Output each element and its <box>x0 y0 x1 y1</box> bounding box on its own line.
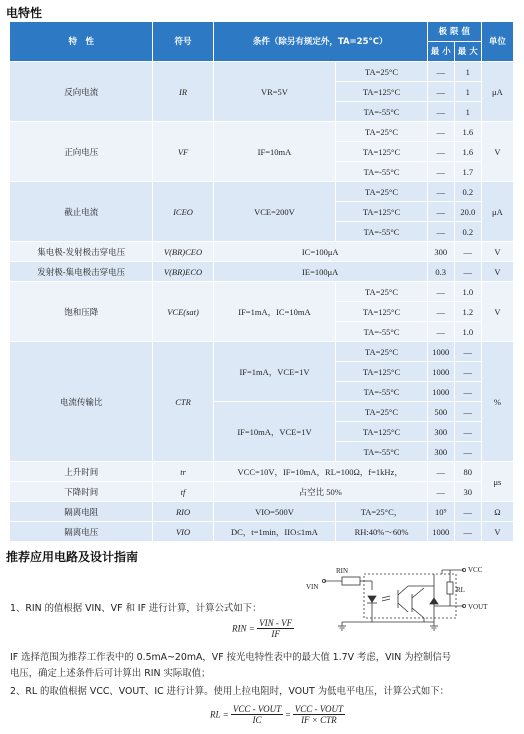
cell-max: 30 <box>454 482 481 502</box>
cell-max: 20.0 <box>454 202 481 222</box>
label-rl: RL <box>456 586 465 594</box>
cell-min: — <box>427 322 454 342</box>
header-min: 最 小 <box>427 42 454 62</box>
cell-min: 1000 <box>427 382 454 402</box>
cell-min: — <box>427 202 454 222</box>
formula-rin-denominator: IF <box>271 629 280 639</box>
header-max: 最 大 <box>454 42 481 62</box>
cell-max: 1.6 <box>454 142 481 162</box>
header-symbol: 符号 <box>153 22 213 62</box>
cell-condition: IF=10mA <box>213 122 336 182</box>
cell-max: 1.7 <box>454 162 481 182</box>
cell-temp: TA=125°C <box>336 422 427 442</box>
cell-unit: μs <box>481 462 513 502</box>
cell-max: 1.0 <box>454 282 481 302</box>
cell-max: — <box>454 422 481 442</box>
formula-rl-fraction-2 <box>293 704 345 725</box>
cell-unit: V <box>481 262 513 282</box>
cell-unit: V <box>481 522 513 542</box>
cell-condition: DC，t=1min，IIO≤1mA <box>213 522 336 542</box>
cell-max: 1.0 <box>454 322 481 342</box>
cell-param: 隔离电阻 <box>10 502 153 522</box>
cell-symbol: tr <box>153 462 213 482</box>
cell-max: — <box>454 382 481 402</box>
cell-max: — <box>454 442 481 462</box>
cell-param: 正向电压 <box>10 122 153 182</box>
cell-temp: TA=-55°C <box>336 102 427 122</box>
cell-min: 300 <box>427 242 454 262</box>
guide-paragraph-3: 2、RL 的取值根据 VCC、VOUT、IC 进行计算。使用上拉电阻时，VOUT 为低电平电压，计算公式如下： <box>10 686 449 697</box>
cell-unit: Ω <box>481 502 513 522</box>
cell-temp: TA=125°C <box>336 202 427 222</box>
cell-symbol: tf <box>153 482 213 502</box>
cell-condition: IC=100μA <box>213 242 427 262</box>
cell-temp: TA=25°C， <box>336 502 427 522</box>
cell-temp: TA=25°C <box>336 62 427 82</box>
cell-param: 隔离电压 <box>10 522 153 542</box>
cell-condition: IF=1mA，IC=10mA <box>213 282 336 342</box>
application-circuit-diagram <box>302 560 512 642</box>
header-condition: 条件（除另有规定外，TA=25°C） <box>213 22 427 62</box>
label-rin: RIN <box>336 567 349 575</box>
cell-unit: μA <box>481 62 513 122</box>
formula-rin-fraction <box>257 618 294 639</box>
cell-symbol: ICEO <box>153 182 213 242</box>
cell-param: 下降时间 <box>10 482 153 502</box>
cell-min: — <box>427 462 454 482</box>
cell-max: — <box>454 402 481 422</box>
formula-rl-numerator-2: VCC - VOUT <box>294 704 343 714</box>
label-vout: VOUT <box>468 603 488 611</box>
cell-symbol: VCE(sat) <box>153 282 213 342</box>
formula-rl-numerator-1: VCC - VOUT <box>232 704 282 714</box>
cell-param: 上升时间 <box>10 462 153 482</box>
cell-symbol: V(BR)ECO <box>153 262 213 282</box>
cell-max: 1 <box>454 82 481 102</box>
cell-condition: IF=10mA，VCE=1V <box>213 402 336 462</box>
cell-symbol: RIO <box>153 502 213 522</box>
formula-rl-denominator-1: IC <box>252 715 262 725</box>
cell-symbol: VF <box>153 122 213 182</box>
cell-min: — <box>427 282 454 302</box>
electrical-characteristics-table <box>9 21 514 542</box>
cell-temp: RH:40%～60% <box>336 522 427 542</box>
cell-max: — <box>454 502 481 522</box>
cell-max: 1.6 <box>454 122 481 142</box>
cell-condition: VCC=10V，IF=10mA，RL=100Ω，f=1kHz， <box>213 462 427 482</box>
label-vin: VIN <box>306 583 319 591</box>
cell-min: — <box>427 482 454 502</box>
cell-min: — <box>427 102 454 122</box>
guide-paragraph-2b: 电压，确定上述条件后可计算出 RIN 实际取值； <box>10 668 211 679</box>
cell-condition: 占空比 50% <box>213 482 427 502</box>
cell-max: — <box>454 522 481 542</box>
cell-max: 1.2 <box>454 302 481 322</box>
cell-max: — <box>454 362 481 382</box>
cell-temp: TA=25°C <box>336 182 427 202</box>
guide-paragraph-2a: IF 选择范围为推荐工作表中的 0.5mA~20mA，VF 按光电特性表中的最大值 1.7V 考虑，VIN 为控制信号 <box>10 652 452 663</box>
formula-rl-denominator-2: IF × CTR <box>301 715 337 725</box>
formula-rin <box>232 618 294 639</box>
formula-rl-equals: = <box>285 709 291 720</box>
cell-param: 饱和压降 <box>10 282 153 342</box>
cell-temp: TA=125°C <box>336 82 427 102</box>
cell-min: — <box>427 82 454 102</box>
cell-max: — <box>454 242 481 262</box>
cell-min: 500 <box>427 402 454 422</box>
cell-temp: TA=-55°C <box>336 322 427 342</box>
cell-max: 0.2 <box>454 222 481 242</box>
cell-min: — <box>427 62 454 82</box>
cell-min: 10⁹ <box>427 502 454 522</box>
cell-temp: TA=-55°C <box>336 382 427 402</box>
cell-param: 发射极-集电极击穿电压 <box>10 262 153 282</box>
cell-min: — <box>427 122 454 142</box>
cell-unit: V <box>481 282 513 342</box>
formula-rin-numerator: VIN - VF <box>259 618 293 628</box>
cell-param: 反向电流 <box>10 62 153 122</box>
formula-rin-left: RIN = <box>232 623 255 634</box>
cell-min: 1000 <box>427 342 454 362</box>
cell-condition: IF=1mA，VCE=1V <box>213 342 336 402</box>
cell-min: 1000 <box>427 362 454 382</box>
header-unit: 单位 <box>481 22 513 62</box>
cell-min: — <box>427 162 454 182</box>
cell-max: — <box>454 342 481 362</box>
cell-temp: TA=-55°C <box>336 162 427 182</box>
cell-max: 80 <box>454 462 481 482</box>
cell-temp: TA=125°C <box>336 362 427 382</box>
formula-rl-left: RL = <box>210 709 229 720</box>
cell-condition: VCE=200V <box>213 182 336 242</box>
section-title-electrical: 电特性 <box>6 6 43 20</box>
cell-param: 电流传输比 <box>10 342 153 462</box>
cell-min: 300 <box>427 422 454 442</box>
header-limits: 极 限 值 <box>427 22 481 42</box>
label-vcc: VCC <box>468 566 483 574</box>
cell-unit: V <box>481 122 513 182</box>
cell-min: — <box>427 302 454 322</box>
cell-max: — <box>454 262 481 282</box>
cell-symbol: VIO <box>153 522 213 542</box>
cell-symbol: V(BR)CEO <box>153 242 213 262</box>
cell-unit: V <box>481 242 513 262</box>
cell-min: 0.3 <box>427 262 454 282</box>
cell-max: 0.2 <box>454 182 481 202</box>
cell-max: 1 <box>454 102 481 122</box>
cell-min: — <box>427 142 454 162</box>
cell-min: 300 <box>427 442 454 462</box>
cell-temp: TA=125°C <box>336 302 427 322</box>
cell-temp: TA=125°C <box>336 142 427 162</box>
formula-rl <box>210 704 345 725</box>
cell-temp: TA=-55°C <box>336 222 427 242</box>
cell-condition: VR=5V <box>213 62 336 122</box>
guide-paragraph-1: 1、RIN 的值根据 VIN、VF 和 IF 进行计算，计算公式如下： <box>10 603 262 614</box>
cell-min: — <box>427 222 454 242</box>
cell-min: — <box>427 182 454 202</box>
cell-symbol: CTR <box>153 342 213 462</box>
cell-unit: % <box>481 342 513 462</box>
cell-unit: μA <box>481 182 513 242</box>
cell-temp: TA=25°C <box>336 282 427 302</box>
cell-symbol: IR <box>153 62 213 122</box>
cell-min: 1000 <box>427 522 454 542</box>
cell-max: 1 <box>454 62 481 82</box>
formula-rl-fraction-1 <box>231 704 283 725</box>
cell-temp: TA=25°C <box>336 402 427 422</box>
cell-condition: VIO=500V <box>213 502 336 522</box>
section-title-guide: 推荐应用电路及设计指南 <box>6 550 139 564</box>
cell-temp: TA=25°C <box>336 122 427 142</box>
cell-condition: IE=100μA <box>213 262 427 282</box>
header-param: 特 性 <box>10 22 153 62</box>
cell-param: 截止电流 <box>10 182 153 242</box>
cell-temp: TA=25°C <box>336 342 427 362</box>
cell-temp: TA=-55°C <box>336 442 427 462</box>
cell-param: 集电极-发射极击穿电压 <box>10 242 153 262</box>
